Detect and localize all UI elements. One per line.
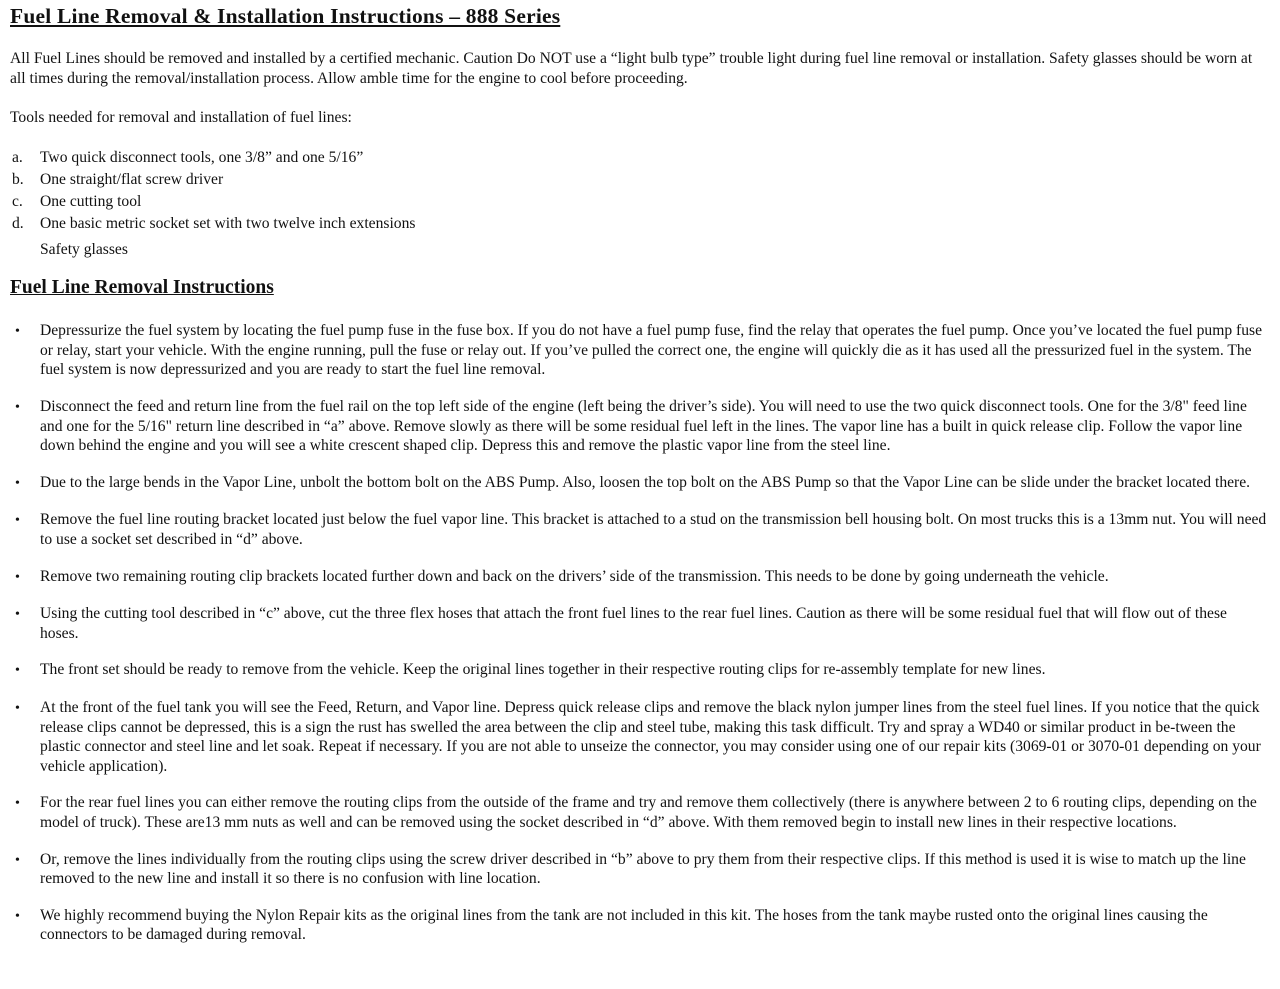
- tool-item-text: Two quick disconnect tools, one 3/8” and one 5/16”: [40, 148, 364, 166]
- instruction-text: We highly recommend buying the Nylon Repair kits as the original lines from the tank are not included in this kit. The hoses from the tank maybe rusted onto the original lines causing the connectors to be damaged during removal.: [40, 906, 1208, 944]
- instruction-item: [10, 473, 1268, 494]
- bullet-icon: •: [15, 852, 20, 868]
- instruction-item: [10, 850, 1268, 889]
- section-heading: Fuel Line Removal Instructions: [10, 277, 274, 299]
- tool-list: [10, 148, 1268, 234]
- document-title: Fuel Line Removal & Installation Instructions – 888 Series: [10, 4, 561, 28]
- instruction-text: At the front of the fuel tank you will see the Feed, Return, and Vapor line. Depress quick release clips and remove the black nylon jumper lines from the steel fuel lines. If you notice that the quick release clips cannot be depressed, this is a sign the rust has swelled the area between the clip and steel tube, making this task difficult. Try and spray a WD40 or similar product in be-tween the plastic connector and steel line and let soak. Repeat if necessary. If you are not able to unseize the connector, you may consider using one of our repair kits (3069-01 or 3070-01 depending on your vehicle application).: [40, 698, 1261, 775]
- instruction-text: Depressurize the fuel system by locating the fuel pump fuse in the fuse box. If you do not have a fuel pump fuse, find the relay that operates the fuel pump. Once you’ve located the fuel pump fuse or relay, start your vehicle. With the engine running, pull the fuse or relay out. If you’ve pulled the correct one, the engine will quickly die as it has used all the pressurized fuel in the system. The fuel system is now depressurized and you are ready to start the fuel line removal.: [40, 322, 1263, 379]
- bullet-icon: •: [15, 663, 20, 679]
- instruction-text: Using the cutting tool described in “c” above, cut the three flex hoses that attach the front fuel lines to the rear fuel lines. Caution as there will be some residual fuel that will flow out of these hoses.: [40, 605, 1227, 642]
- tools-continuation-line: Safety glasses: [40, 240, 128, 258]
- instruction-item: [10, 397, 1268, 456]
- tool-item-marker: d.: [12, 215, 24, 233]
- tool-item-marker: b.: [12, 170, 24, 188]
- bullet-icon: •: [15, 569, 20, 585]
- instruction-item: [10, 698, 1268, 776]
- intro-paragraph: All Fuel Lines should be removed and installed by a certified mechanic. Caution Do NOT use a “light bulb type” trouble light during fuel line removal or installation. Safety glasses should be worn at all times during the removal/installation process. Allow amble time for the engine to cool before proceeding.: [10, 50, 1253, 87]
- instruction-text: Due to the large bends in the Vapor Line, unbolt the bottom bolt on the ABS Pump. Also, loosen the top bolt on the ABS Pump so that the Vapor Line can be slide under the bracket located there.: [40, 473, 1251, 491]
- bullet-icon: •: [15, 908, 20, 924]
- tool-item-text: One basic metric socket set with two twelve inch extensions: [40, 215, 416, 233]
- tool-item: [10, 170, 1268, 190]
- bullet-icon: •: [15, 607, 20, 623]
- tool-item-marker: c.: [12, 192, 23, 210]
- bullet-icon: •: [15, 400, 20, 416]
- instruction-text: Remove two remaining routing clip brackets located further down and back on the drivers’ side of the transmission. This needs to be done by going underneath the vehicle.: [40, 567, 1109, 585]
- tool-item: [10, 192, 1268, 212]
- tool-item-text: One cutting tool: [40, 192, 142, 210]
- bullet-icon: •: [15, 796, 20, 812]
- tool-item-text: One straight/flat screw driver: [40, 170, 224, 188]
- instruction-item: [10, 793, 1268, 832]
- bullet-icon: •: [15, 324, 20, 340]
- tool-item: [10, 148, 1268, 168]
- instruction-text: Disconnect the feed and return line from the fuel rail on the top left side of the engine (left being the driver’s side). You will need to use the two quick disconnect tools. One for the 3/8" feed line and one for the 5/16" return line described in “a” above. Remove slowly as there will be some residual fuel left in the lines. The vapor line has a built in quick release clip. Follow the vapor line down behind the engine and you will see a white crescent shaped clip. Depress this and remove the plastic vapor line from the steel line.: [40, 398, 1247, 455]
- tool-item-marker: a.: [12, 148, 23, 166]
- instruction-item: [10, 660, 1268, 681]
- instruction-text: Or, remove the lines individually from the routing clips using the screw driver described in “b” above to pry them from their respective clips. If this method is used it is wise to match up the line removed to the new line and install it so there is no confusion with line location.: [40, 850, 1246, 888]
- instruction-item: [10, 567, 1268, 588]
- bullet-icon: •: [15, 475, 20, 491]
- tool-item: [10, 214, 1268, 234]
- instruction-text: For the rear fuel lines you can either remove the routing clips from the outside of the frame and try and remove them collectively (there is anywhere between 2 to 6 routing clips, depending on the model of truck). These are13 mm nuts as well and can be removed using the socket described in “d” above. With them removed begin to install new lines in their respective locations.: [40, 794, 1257, 831]
- instruction-item: [10, 906, 1268, 945]
- instruction-item: [10, 604, 1268, 643]
- tools-intro-line: Tools needed for removal and installation of fuel lines:: [10, 109, 352, 127]
- instruction-list: [10, 321, 1268, 945]
- instruction-item: [10, 321, 1268, 380]
- bullet-icon: •: [15, 513, 20, 529]
- instruction-text: The front set should be ready to remove from the vehicle. Keep the original lines together in their respective routing clips for re-assembly template for new lines.: [40, 661, 1046, 679]
- bullet-icon: •: [15, 700, 20, 716]
- instruction-item: [10, 510, 1268, 549]
- instruction-text: Remove the fuel line routing bracket located just below the fuel vapor line. This bracket is attached to a stud on the transmission bell housing bolt. On most trucks this is a 13mm nut. You will need to use a socket set described in “d” above.: [40, 511, 1267, 548]
